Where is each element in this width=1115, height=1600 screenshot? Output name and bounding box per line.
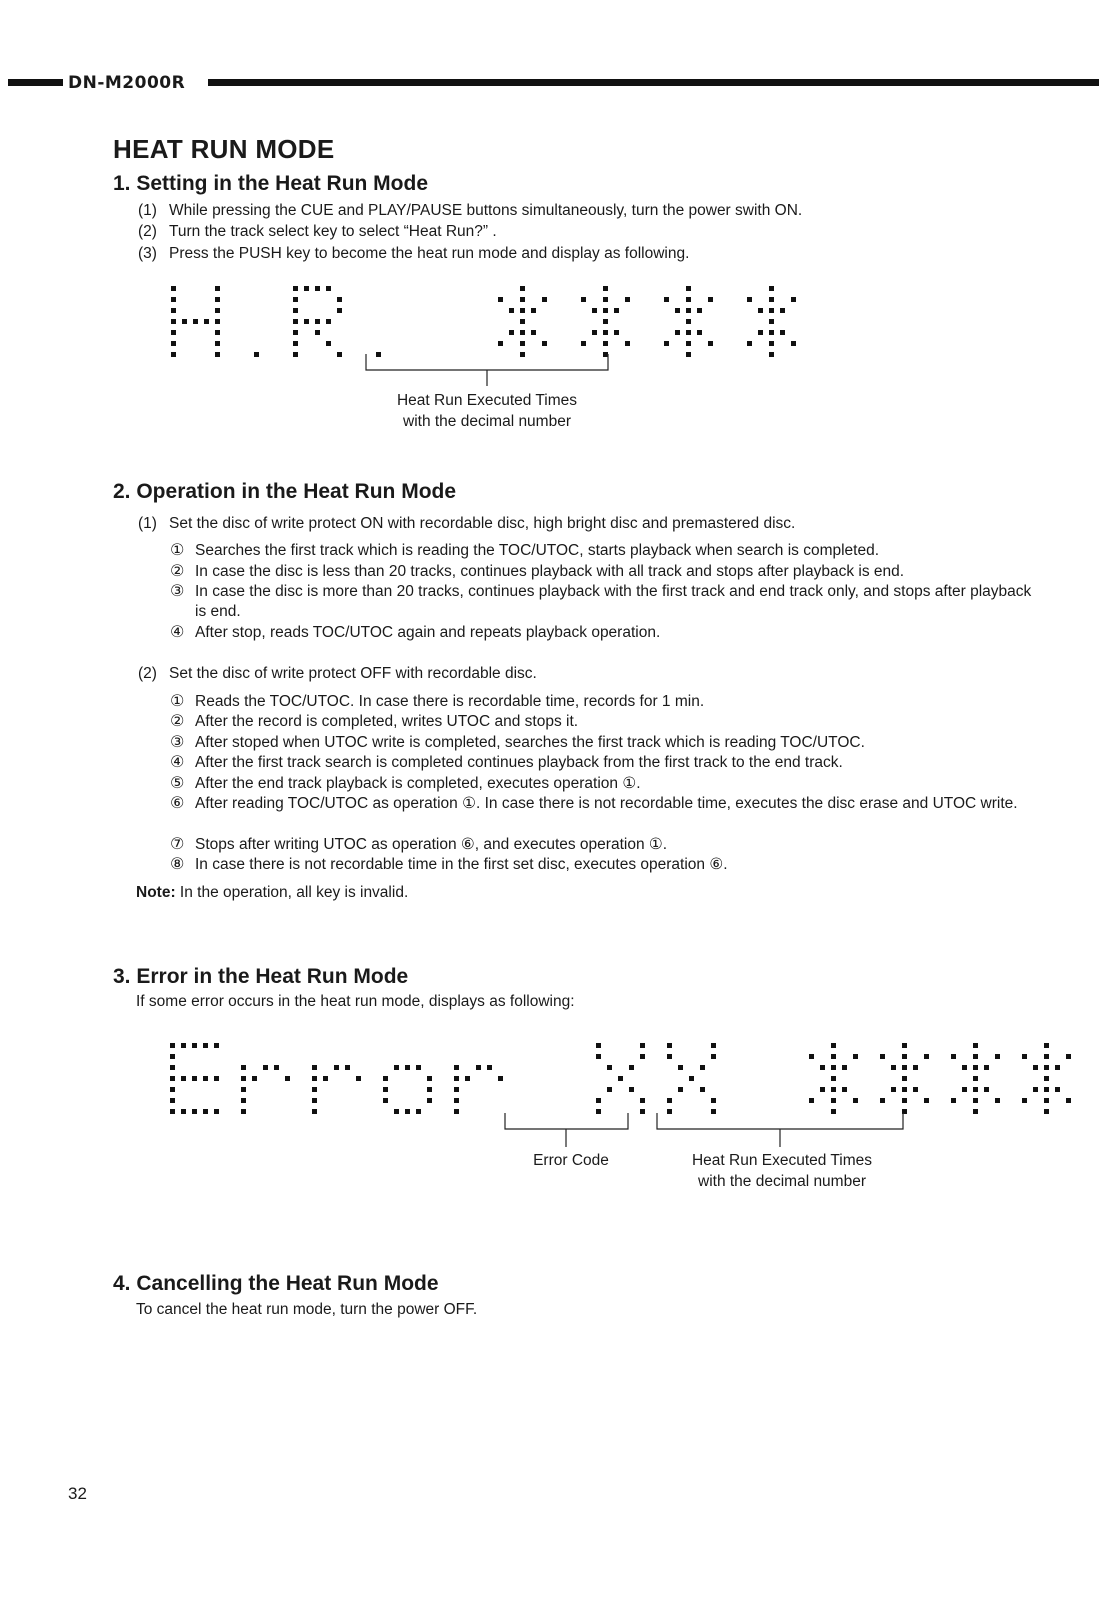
s1-step-2-num: (2) <box>138 223 157 240</box>
s2-p1-num: (1) <box>138 515 157 532</box>
s2-p1-item-4-mark: ④ <box>170 624 185 641</box>
s2-p1-item-3-mark: ③ <box>170 583 185 600</box>
section-3-heading: 3. Error in the Heat Run Mode <box>113 965 409 988</box>
s2-note-label: Note: <box>136 884 176 901</box>
s2-p1-item-2-mark: ② <box>170 563 185 580</box>
s2-p1-item-3-text: In case the disc is more than 20 tracks, continues playback with the first track and end track only, and stops after playback is end. <box>195 583 1032 620</box>
s2-p2-item-1-mark: ① <box>170 693 185 710</box>
page-title: HEAT RUN MODE <box>113 134 335 164</box>
s2-p1-text: Set the disc of write protect ON with recordable disc, high bright disc and premastered disc. <box>169 515 796 532</box>
s2-p2-item-8-mark: ⑧ <box>170 856 185 873</box>
s2-p2-item-6-mark: ⑥ <box>170 795 185 812</box>
s2-p1-item-1-mark: ① <box>170 542 185 559</box>
s2-p2-item-4-mark: ④ <box>170 754 185 771</box>
s2-p2-item-3-text: After stoped when UTOC write is completed, searches the first track which is reading TOC/UTOC. <box>195 734 865 751</box>
s3-intro: If some error occurs in the heat run mode, displays as following: <box>136 993 575 1010</box>
s2-note-text: In the operation, all key is invalid. <box>179 884 409 901</box>
s2-p2-item-2-text: After the record is completed, writes UTOC and stops it. <box>195 713 579 730</box>
s2-p2-item-5-mark: ⑤ <box>170 775 185 792</box>
s2-p2-item-8-text: In case there is not recordable time in the first set disc, executes operation ⑥. <box>195 856 728 873</box>
model-name: DN-M2000R <box>68 73 186 93</box>
s3-caption-error-code: Error Code <box>533 1152 609 1169</box>
s1-step-3-num: (3) <box>138 245 157 262</box>
s2-p2-item-3-mark: ③ <box>170 734 185 751</box>
page-number: 32 <box>68 1484 87 1503</box>
s4-text: To cancel the heat run mode, turn the power OFF. <box>136 1301 478 1318</box>
s1-step-1-text: While pressing the CUE and PLAY/PAUSE buttons simultaneously, turn the power swith ON. <box>169 202 803 219</box>
s1-step-1-num: (1) <box>138 202 157 219</box>
s2-p1-item-2-text: In case the disc is less than 20 tracks, continues playback with all track and stops after playback is end. <box>195 563 905 580</box>
s1-step-2-text: Turn the track select key to select “Heat Run?” . <box>169 223 497 240</box>
s2-p1-item-4-text: After stop, reads TOC/UTOC again and repeats playback operation. <box>195 624 661 641</box>
section-2-heading: 2. Operation in the Heat Run Mode <box>113 480 457 503</box>
s2-p2-item-6-text: After reading TOC/UTOC as operation ①. In case there is not recordable time, executes the disc erase and UTOC write. <box>195 795 1018 812</box>
s2-p1-item-1-text: Searches the first track which is reading the TOC/UTOC, starts playback when search is completed. <box>195 542 880 559</box>
s2-p2-num: (2) <box>138 665 157 682</box>
s2-p2-item-5-text: After the end track playback is completed, executes operation ①. <box>195 775 641 792</box>
s3-caption-line-1: Heat Run Executed Times <box>691 1152 873 1169</box>
s2-p2-item-4-text: After the first track search is completed continues playback from the first track to the end track. <box>195 754 843 771</box>
s2-p2-item-7-mark: ⑦ <box>170 836 185 853</box>
s3-caption-line-2: with the decimal number <box>698 1173 866 1190</box>
section-1-heading: 1. Setting in the Heat Run Mode <box>113 172 429 195</box>
s1-caption-line-2: with the decimal number <box>403 413 571 430</box>
s2-p2-item-7-text: Stops after writing UTOC as operation ⑥, and executes operation ①. <box>195 836 668 853</box>
s2-p2-item-2-mark: ② <box>170 713 185 730</box>
s1-caption-line-1: Heat Run Executed Times <box>396 392 578 409</box>
section-4-heading: 4. Cancelling the Heat Run Mode <box>113 1272 439 1295</box>
s1-step-3-text: Press the PUSH key to become the heat run mode and display as following. <box>169 245 690 262</box>
s2-p2-item-1-text: Reads the TOC/UTOC. In case there is recordable time, records for 1 min. <box>195 693 705 710</box>
s2-p2-text: Set the disc of write protect OFF with recordable disc. <box>169 665 537 682</box>
